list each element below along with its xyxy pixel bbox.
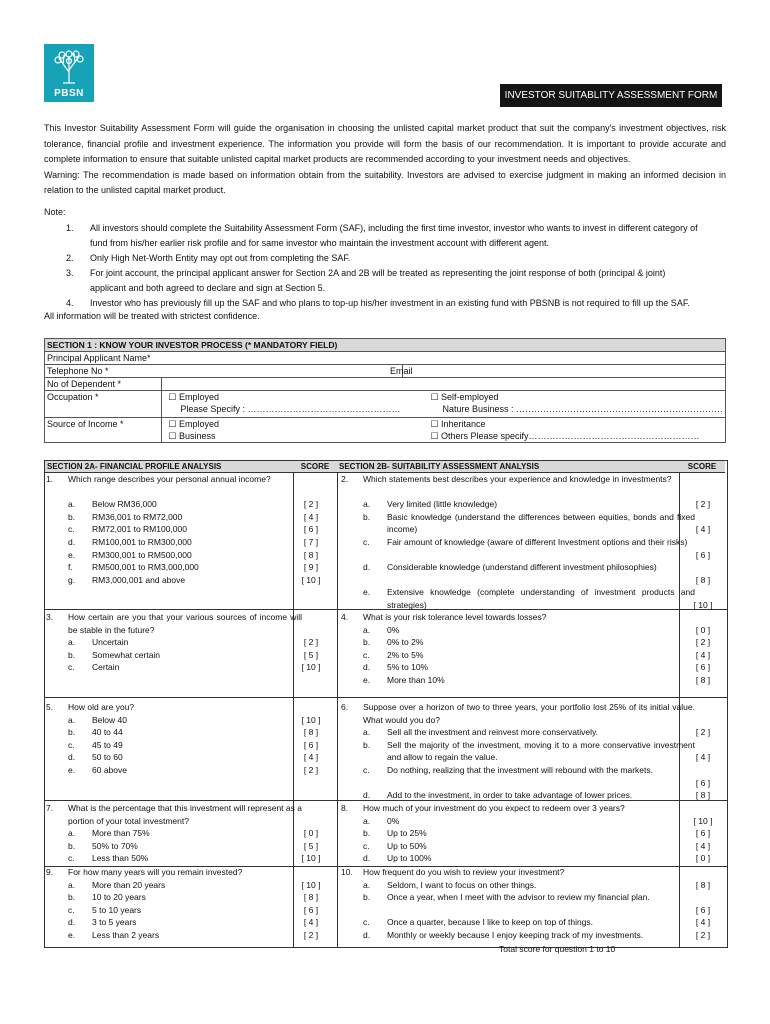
option-letter: a. <box>363 727 371 738</box>
question-text: Suppose over a horizon of two to three years, your portfolio lost 25% of its initial value. What would you do? <box>363 702 695 725</box>
telephone-field[interactable]: Telephone No * <box>45 365 403 378</box>
question-text: Which range describes your personal annual income? <box>68 474 271 484</box>
option-text[interactable]: Somewhat certain <box>92 649 161 660</box>
option-score[interactable]: [ 2 ] <box>303 637 319 648</box>
note-number: 1. <box>66 223 74 233</box>
option-score[interactable]: [ 4 ] <box>695 917 711 928</box>
option-score[interactable]: [ 7 ] <box>303 537 319 547</box>
option-text[interactable]: Up to 25% <box>387 828 427 839</box>
option-text[interactable]: Add to the investment, in order to take advantage of lower prices. <box>387 790 633 801</box>
question-text: For how many years will you remain invested? <box>68 867 243 877</box>
option-score[interactable]: [ 10 ] <box>301 662 321 673</box>
option-score[interactable]: [ 10 ] <box>301 574 321 585</box>
note-line: Only High Net-Worth Entity may opt out from completing the SAF. <box>90 253 351 263</box>
form-title: INVESTOR SUITABLITY ASSESSMENT FORM <box>500 84 722 107</box>
intro-paragraph: This Investor Suitability Assessment Form will guide the organisation in choosing the unlisted capital market product that suit the company's investment objectives, risk tolerance, financial profile and investment experience. The information you provide will form the basis of our recommendation. It is important to provide accurate and complete information to ensure that suitable unlisted capital market products are recommended according to your investment needs and objectives. <box>44 123 726 164</box>
option-letter: g. <box>68 574 76 585</box>
option-letter: c. <box>68 662 75 673</box>
option-letter: d. <box>363 790 371 801</box>
option-letter: c. <box>363 649 370 660</box>
option-letter: c. <box>68 524 75 535</box>
option-text[interactable]: Sell the majority of the investment, moving it to a more conservative investment and allow to regain the value. <box>387 739 695 763</box>
option-letter: a. <box>363 624 371 635</box>
income-inheritance-checkbox[interactable]: ☐ Inheritance <box>402 418 725 431</box>
option-text[interactable]: Below RM36,000 <box>92 499 157 510</box>
section2b-score-header: SCORE <box>679 461 725 473</box>
question-number: 6. <box>341 702 349 712</box>
option-text[interactable]: 0% <box>387 815 400 826</box>
section1-header: SECTION 1 : KNOW YOUR INVESTOR PROCESS (* MANDATORY FIELD) <box>45 339 726 352</box>
note-line: All investors should complete the Suitability Assessment Form (SAF), including the first time investor, investor who wants to invest in different category of <box>90 223 698 233</box>
option-letter: d. <box>68 752 76 763</box>
option-letter: d. <box>68 537 76 547</box>
option-score[interactable]: [ 5 ] <box>303 840 319 851</box>
option-score[interactable]: [ 8 ] <box>695 574 711 585</box>
nature-business-field[interactable]: Nature Business : …………………………………………………………… <box>402 403 725 418</box>
option-text[interactable]: RM300,001 to RM500,000 <box>92 549 192 560</box>
option-score[interactable]: [ 2 ] <box>303 765 319 775</box>
option-text[interactable]: Less than 2 years <box>92 930 160 940</box>
option-score[interactable]: [ 8 ] <box>695 675 711 685</box>
question-text: How frequent do you wish to review your investment? <box>363 867 565 877</box>
option-score[interactable]: [ 2 ] <box>303 930 319 940</box>
warning-paragraph: Warning: The recommendation is made based on information obtain from the suitability. Investors are advised to exercise judgment in making an informed decision in relation to the unlisted capital market product. <box>44 169 726 195</box>
option-letter: e. <box>68 549 76 560</box>
option-text[interactable]: Uncertain <box>92 637 129 648</box>
option-score[interactable]: [ 6 ] <box>303 739 319 750</box>
option-text[interactable]: Do nothing, realizing that the investment will rebound with the markets. <box>387 765 653 775</box>
option-score[interactable]: [ 5 ] <box>303 649 319 660</box>
option-score[interactable]: [ 6 ] <box>303 904 319 915</box>
note-label: Note: <box>44 207 66 217</box>
option-score[interactable]: [ 2 ] <box>303 499 319 510</box>
option-score[interactable]: [ 2 ] <box>695 637 711 648</box>
option-letter: d. <box>363 662 371 673</box>
option-letter: b. <box>363 739 371 750</box>
option-text[interactable]: Considerable knowledge (understand different investment philosophies) <box>387 562 657 573</box>
option-score[interactable]: [ 10 ] <box>693 815 713 826</box>
option-letter: a. <box>363 879 371 890</box>
option-letter: b. <box>68 511 76 522</box>
option-letter: e. <box>363 587 371 598</box>
option-score[interactable]: [ 2 ] <box>695 930 711 940</box>
email-field[interactable] <box>389 365 725 378</box>
option-score[interactable]: [ 8 ] <box>303 892 319 903</box>
option-score[interactable]: [ 10 ] <box>301 853 321 864</box>
question-text: How old are you? <box>68 702 135 712</box>
option-text[interactable]: Less than 50% <box>92 853 149 864</box>
question-text: What is your risk tolerance level towards losses? <box>363 612 547 622</box>
income-label: Source of Income * <box>45 418 162 443</box>
option-letter: e. <box>68 765 76 775</box>
note-number: 4. <box>66 298 74 308</box>
income-business-checkbox[interactable]: ☐ Business <box>162 430 403 443</box>
option-text[interactable]: More than 20 years <box>92 879 166 890</box>
option-text[interactable]: 40 to 44 <box>92 727 123 738</box>
income-others-field[interactable]: ☐ Others Please specify………………………………………………… <box>402 430 725 443</box>
row-divider <box>45 697 727 698</box>
option-score[interactable]: [ 4 ] <box>695 840 711 851</box>
option-letter: d. <box>68 917 76 928</box>
question-text: How much of your investment do you expect to redeem over 3 years? <box>363 803 625 813</box>
please-specify-field[interactable]: Please Specify : …………………………………………… <box>162 403 403 418</box>
option-score[interactable]: [ 6 ] <box>695 549 711 560</box>
option-text[interactable]: More than 75% <box>92 828 150 839</box>
option-letter: d. <box>363 930 371 940</box>
note-line: applicant and both agreed to declare and sign at Section 5. <box>90 283 326 293</box>
option-letter: e. <box>363 675 371 685</box>
question-number: 2. <box>341 474 349 484</box>
income-employed-checkbox[interactable]: ☐ Employed <box>162 418 403 431</box>
option-letter: c. <box>363 917 370 928</box>
question-number: 8. <box>341 803 349 813</box>
option-score[interactable]: [ 0 ] <box>695 853 711 864</box>
occupation-label: Occupation * <box>45 391 162 418</box>
option-score[interactable]: [ 10 ] <box>301 714 321 725</box>
option-score[interactable]: [ 10 ] <box>693 600 713 610</box>
option-text[interactable]: Below 40 <box>92 714 127 725</box>
option-score[interactable]: [ 6 ] <box>695 777 711 788</box>
option-text[interactable]: RM100,001 to RM300,000 <box>92 537 192 547</box>
option-score[interactable]: [ 4 ] <box>695 524 711 535</box>
option-score[interactable]: [ 0 ] <box>303 828 319 839</box>
section2a-score-header: SCORE <box>293 461 337 473</box>
question-number: 4. <box>341 612 349 622</box>
note-line: Investor who has previously fill up the SAF and who plans to top-up his/her investment in an existing fund with PBSNB is not required to fill up the SAF. <box>90 298 690 308</box>
dependent-label: No of Dependent * <box>45 378 162 391</box>
option-text[interactable]: Extensive knowledge (complete understanding of investment products and strategies) <box>387 587 695 610</box>
option-letter: a. <box>68 714 76 725</box>
option-text[interactable]: RM3,000,001 and above <box>92 574 186 585</box>
option-letter: a. <box>68 499 76 510</box>
note-line: fund from his/her earlier risk profile and for same investor who maintain the investment account with different agent. <box>90 238 550 248</box>
option-score[interactable]: [ 4 ] <box>303 752 319 763</box>
option-text[interactable]: 45 to 49 <box>92 739 123 750</box>
question-text: What is the percentage that this investment will represent as a portion of your total investment? <box>68 803 302 826</box>
question-number: 1. <box>46 474 54 484</box>
option-text[interactable]: 50 to 60 <box>92 752 123 763</box>
option-letter: d. <box>363 853 371 864</box>
intro-text <box>44 121 726 199</box>
option-letter: b. <box>363 637 371 648</box>
option-text[interactable]: RM72,001 to RM100,000 <box>92 524 187 535</box>
option-letter: c. <box>363 840 370 851</box>
option-letter: c. <box>68 904 75 915</box>
option-letter: b. <box>363 511 371 522</box>
section2a-header: SECTION 2A- FINANCIAL PROFILE ANALYSIS <box>45 461 293 473</box>
option-score[interactable]: [ 6 ] <box>695 662 711 673</box>
option-letter: b. <box>68 649 76 660</box>
option-text[interactable]: 50% to 70% <box>92 840 138 851</box>
option-text[interactable]: 5 to 10 years <box>92 904 142 915</box>
question-text: Which statements best describes your experience and knowledge in investments? <box>363 474 672 484</box>
option-score[interactable]: [ 2 ] <box>695 727 711 738</box>
email-label: Email <box>389 366 413 376</box>
option-text[interactable]: RM500,001 to RM3,000,000 <box>92 562 199 573</box>
option-letter: b. <box>68 840 76 851</box>
option-score[interactable]: [ 8 ] <box>695 790 711 801</box>
question-number: 7. <box>46 803 54 813</box>
option-score[interactable]: [ 6 ] <box>303 524 319 535</box>
total-score-label: Total score for question 1 to 10 <box>499 944 616 954</box>
question-number: 5. <box>46 702 54 712</box>
option-letter: a. <box>68 637 76 648</box>
option-text[interactable]: Sell all the investment and reinvest more conservatively. <box>387 727 599 738</box>
option-text[interactable]: Fair amount of knowledge (aware of different Investment options and their risks) <box>387 537 688 547</box>
option-score[interactable]: [ 8 ] <box>695 879 711 890</box>
note-footer: All information will be treated with strictest confidence. <box>44 311 260 321</box>
option-letter: d. <box>363 562 371 573</box>
note-line: For joint account, the principal applicant answer for Section 2A and 2B will be treated as representing the joint response of both (principal & joint) <box>90 268 666 278</box>
option-letter: a. <box>363 815 371 826</box>
option-text[interactable]: Basic knowledge (understand the differences between equities, bonds and fixed income) <box>387 511 695 535</box>
option-score[interactable]: [ 6 ] <box>695 828 711 839</box>
option-score[interactable]: [ 2 ] <box>695 499 711 510</box>
option-letter: e. <box>68 930 76 940</box>
company-logo <box>44 44 94 102</box>
option-text[interactable]: 5% to 10% <box>387 662 429 673</box>
option-text[interactable]: Seldom, I want to focus on other things. <box>387 879 537 890</box>
option-text[interactable]: Once a quarter, because I like to keep on top of things. <box>387 917 594 928</box>
option-text[interactable]: 0% to 2% <box>387 637 424 648</box>
question-number: 10. <box>341 867 353 877</box>
option-letter: c. <box>68 853 75 864</box>
option-text[interactable]: 60 above <box>92 765 127 775</box>
option-letter: c. <box>68 739 75 750</box>
note-number: 3. <box>66 268 74 278</box>
section1-table <box>44 338 726 443</box>
question-number: 9. <box>46 867 54 877</box>
option-score[interactable]: [ 10 ] <box>301 879 321 890</box>
option-text[interactable]: Certain <box>92 662 120 673</box>
option-text[interactable]: Monthly or weekly because I enjoy keeping track of my investments. <box>387 930 644 940</box>
option-text[interactable]: Up to 50% <box>387 840 427 851</box>
option-text[interactable]: RM36,001 to RM72,000 <box>92 511 183 522</box>
occupation-self-employed-checkbox[interactable]: ☐ Self-employed <box>402 391 725 404</box>
option-score[interactable]: [ 4 ] <box>695 649 711 660</box>
option-text[interactable]: Very limited (little knowledge) <box>387 499 498 510</box>
option-letter: a. <box>363 499 371 510</box>
option-text[interactable]: More than 10% <box>387 675 445 685</box>
principal-name-field[interactable]: Principal Applicant Name* <box>45 352 726 365</box>
option-letter: b. <box>68 727 76 738</box>
tree-icon <box>53 48 85 84</box>
occupation-employed-checkbox[interactable]: ☐ Employed <box>162 391 403 404</box>
logo-text: PBSN <box>54 88 84 99</box>
dependent-field[interactable] <box>162 378 726 391</box>
option-text[interactable]: 0% <box>387 624 400 635</box>
option-letter: a. <box>68 879 76 890</box>
option-score[interactable]: [ 4 ] <box>303 917 319 928</box>
option-score[interactable]: [ 8 ] <box>303 549 319 560</box>
option-text[interactable]: 2% to 5% <box>387 649 424 660</box>
option-letter: c. <box>363 765 370 775</box>
question-text: How certain are you that your various sources of income will be stable in the future? <box>68 612 302 635</box>
option-letter: c. <box>363 537 370 547</box>
section2b-header: SECTION 2B- SUITABILITY ASSESSMENT ANALYSIS <box>337 461 679 473</box>
option-letter: b. <box>68 892 76 903</box>
question-number: 3. <box>46 612 54 622</box>
option-text[interactable]: Up to 100% <box>387 853 432 864</box>
option-score[interactable]: [ 9 ] <box>303 562 319 573</box>
option-text[interactable]: 10 to 20 years <box>92 892 146 903</box>
option-letter: a. <box>68 828 76 839</box>
option-score[interactable]: [ 8 ] <box>303 727 319 738</box>
option-score[interactable]: [ 0 ] <box>695 624 711 635</box>
option-score[interactable]: [ 4 ] <box>303 511 319 522</box>
option-letter: f. <box>68 562 73 573</box>
option-letter: b. <box>363 828 371 839</box>
option-score[interactable]: [ 4 ] <box>695 752 711 763</box>
option-score[interactable]: [ 6 ] <box>695 904 711 915</box>
note-number: 2. <box>66 253 74 263</box>
option-text[interactable]: Once a year, when I meet with the advisor to review my financial plan. <box>387 892 650 903</box>
option-text[interactable]: 3 to 5 years <box>92 917 137 928</box>
option-letter: b. <box>363 892 371 903</box>
